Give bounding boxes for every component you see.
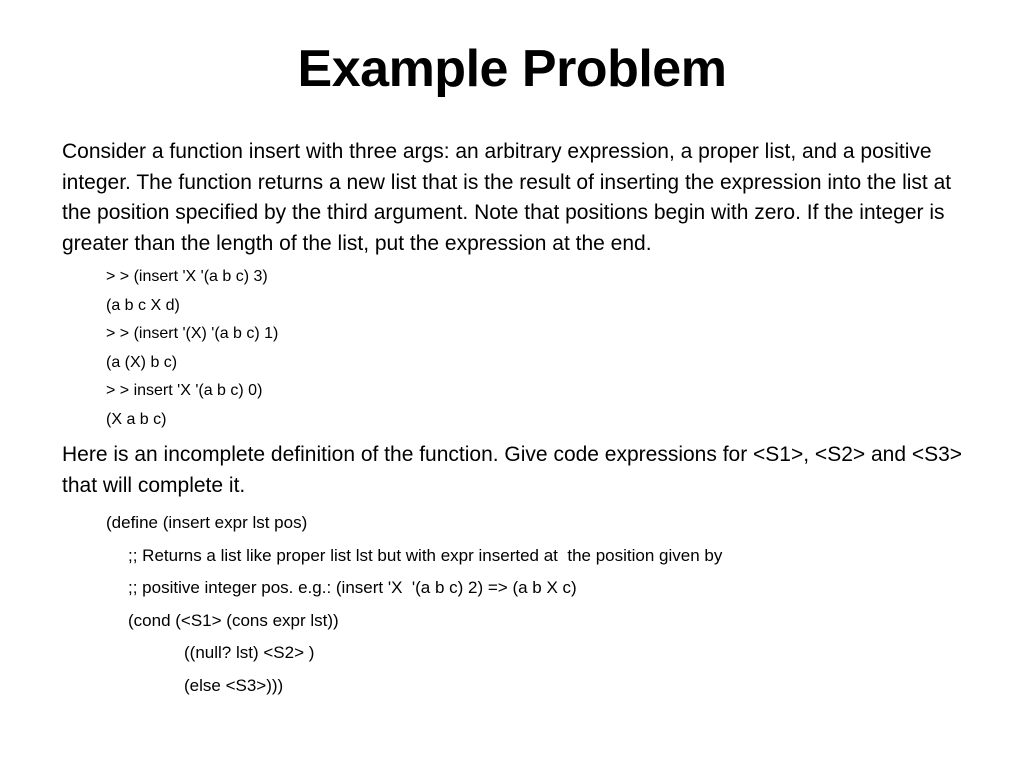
slide-title: Example Problem — [297, 40, 727, 98]
example-line: > > (insert 'X '(a b c) 3) — [106, 268, 268, 285]
code-comment-line: ;; positive integer pos. e.g.: (insert 'X '(a b c) 2) => (a b X c) — [128, 578, 577, 597]
code-define-line: (define (insert expr lst pos) — [106, 513, 308, 532]
code-null-line: ((null? lst) <S2> ) — [184, 643, 315, 662]
example-line: (X a b c) — [106, 410, 167, 428]
examples-block — [62, 263, 972, 434]
code-block — [62, 507, 972, 702]
slide-body — [62, 137, 972, 702]
code-cond-line: (cond (<S1> (cons expr lst)) — [128, 610, 339, 630]
example-line: (a (X) b c) — [106, 353, 178, 371]
code-comment-line: ;; Returns a list like proper list lst but with expr inserted at the position given by — [128, 545, 723, 565]
code-else-line: (else <S3>))) — [184, 675, 284, 695]
prompt-paragraph: Here is an incomplete definition of the function. Give code expressions for <S1>, <S2> and <S3> that will complete it. — [62, 443, 963, 497]
intro-paragraph: Consider a function insert with three args: an arbitrary expression, a proper list, and a positive integer. The function returns a new list that is the result of inserting the expression into the list at the position specified by the third argument. Note that positions begin with zero. If the integer is greater than the length of the list, put the expression at the end. — [62, 140, 952, 255]
example-line: (a b c X d) — [106, 296, 180, 314]
example-line: > > insert 'X '(a b c) 0) — [106, 382, 263, 399]
example-line: > > (insert '(X) '(a b c) 1) — [106, 325, 279, 342]
